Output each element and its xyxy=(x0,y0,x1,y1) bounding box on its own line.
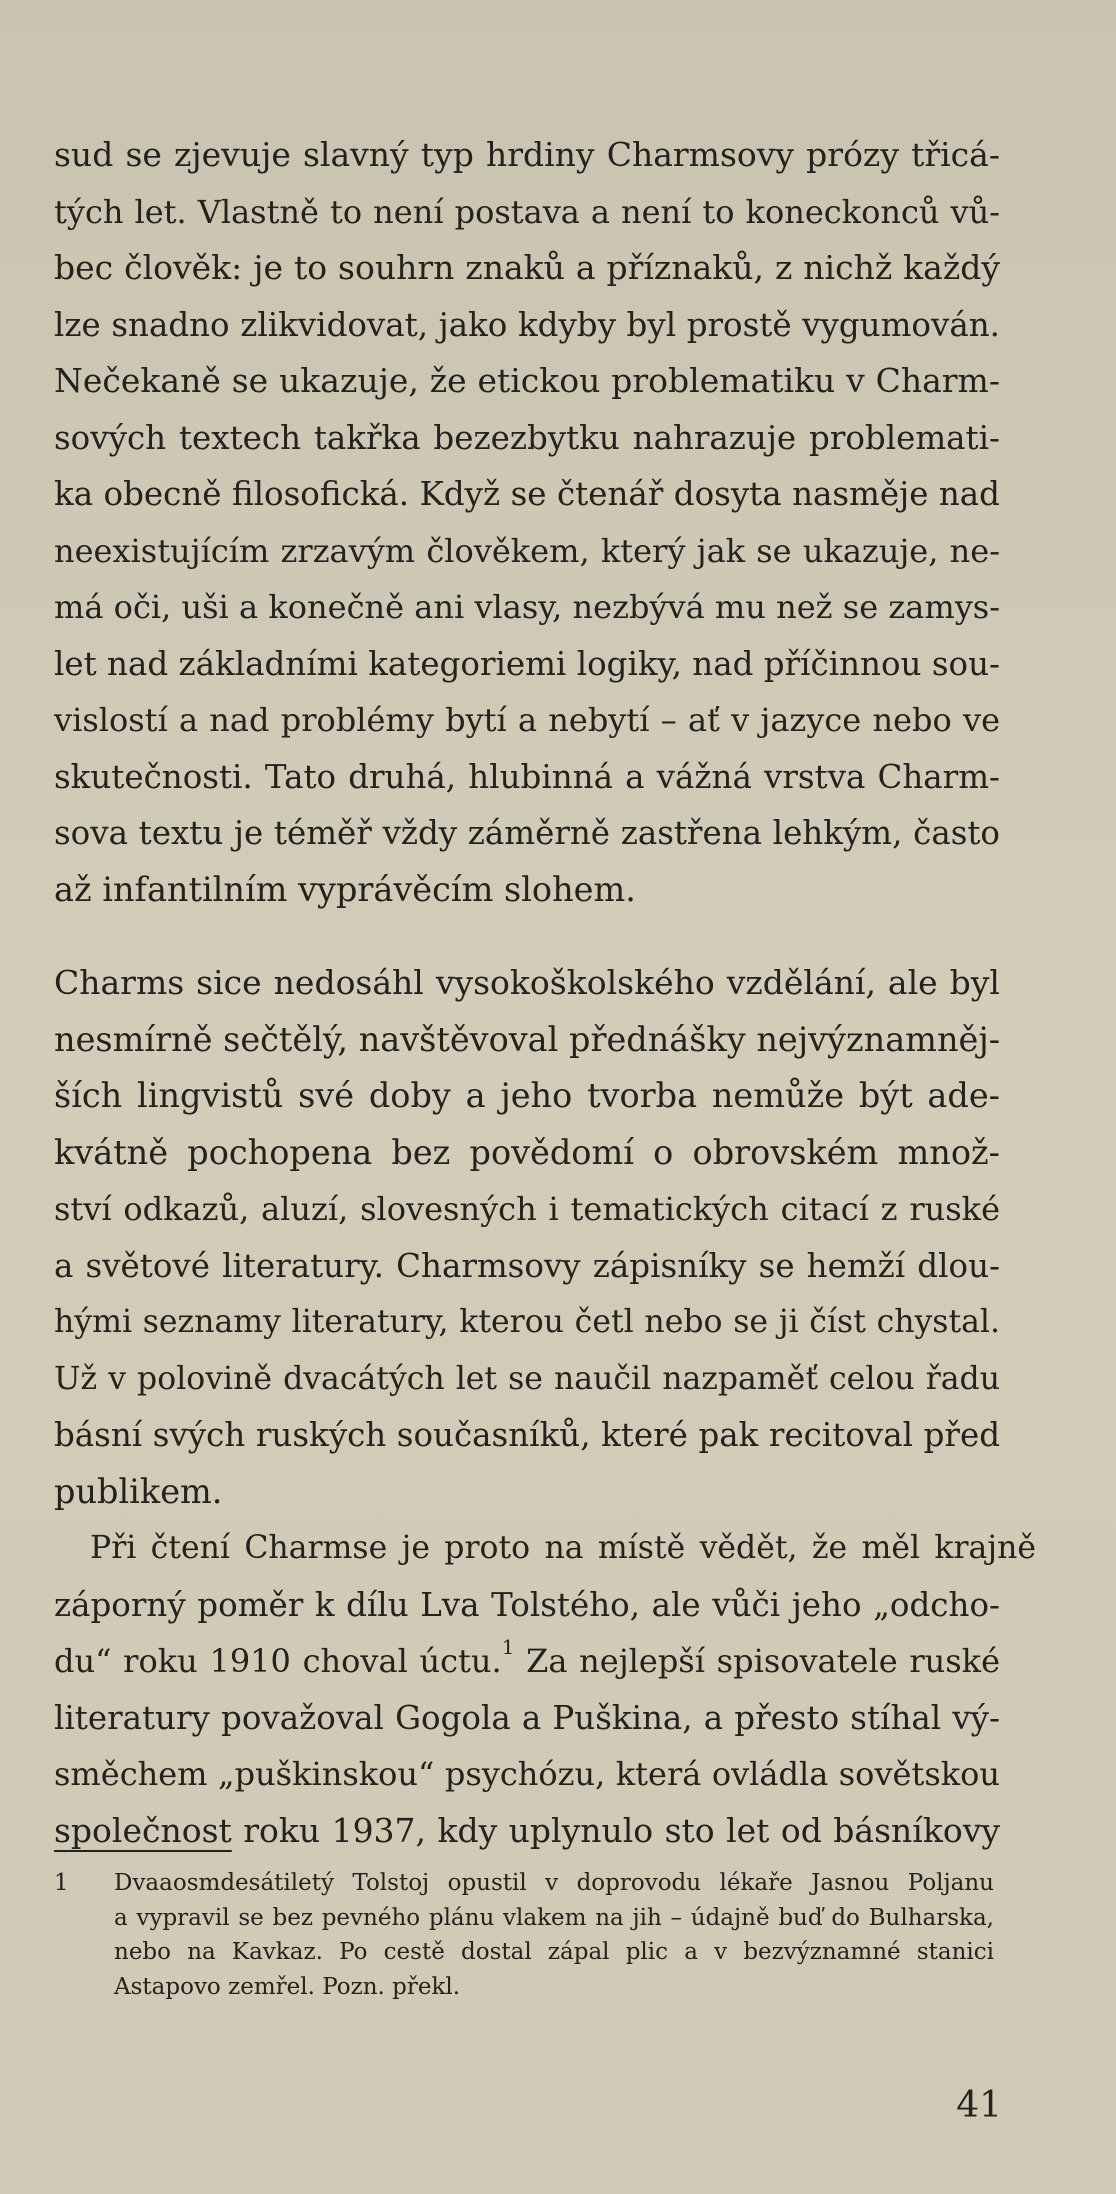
footnote-line: a vypravil se bez pevného plánu vlakem na jih – údajně buď do Bulharska, xyxy=(114,1904,994,1931)
text-line: má oči, uši a konečně ani vlasy, nezbývá mu než se zamys- xyxy=(54,588,1000,626)
text-line: lze snadno zlikvidovat, jako kdyby byl prostě vygumován. xyxy=(54,305,1000,344)
text-line: Nečekaně se ukazuje, že etickou problematiku v Charm- xyxy=(54,361,1000,400)
page-number: 41 xyxy=(956,2085,1002,2126)
paragraph-1 xyxy=(54,127,1000,918)
text-line-last xyxy=(54,1803,1000,1860)
text-line: básní svých ruských současníků, které pak recitoval před xyxy=(54,1416,1000,1454)
text-line: ka obecně filosofická. Když se čtenář dosyta nasměje nad xyxy=(54,475,1000,513)
text-line: ství odkazů, aluzí, slovesných i tematických citací z ruské xyxy=(54,1190,1000,1228)
text-line: sud se zjevuje slavný typ hrdiny Charmsovy prózy třicá- xyxy=(54,135,1000,174)
text-segment: du“ roku 1910 choval úctu. xyxy=(54,1642,502,1680)
footnote-line: Dvaaosmdesátiletý Tolstoj opustil v doprovodu lékaře Jasnou Poljanu xyxy=(114,1870,994,1896)
text-line: let nad základními kategoriemi logiky, nad příčinnou sou- xyxy=(54,644,1000,683)
text-line: až infantilním vyprávěcím slohem. xyxy=(54,869,636,909)
text-line: směchem „puškinskou“ psychózu, která ovládla sovětskou xyxy=(54,1755,1000,1793)
text-line: vislostí a nad problémy bytí a nebytí – ať v jazyce nebo ve xyxy=(54,701,1000,739)
underlined-word: společnost xyxy=(54,1810,232,1850)
text-line: Už v polovině dvacátých let se naučil nazpaměť celou řadu xyxy=(54,1360,1000,1397)
footnote-reference[interactable]: 1 xyxy=(501,1635,515,1659)
text-line: skutečnosti. Tato druhá, hlubinná a vážná vrstva Charm- xyxy=(54,757,1000,796)
text-line: literatury považoval Gogola a Puškina, a přesto stíhal vý- xyxy=(54,1698,1000,1737)
text-line: Při čtení Charmse je proto na místě vědět, že měl krajně xyxy=(90,1530,1036,1566)
text-line-with-footnote xyxy=(54,1633,1000,1690)
text-line: nesmírně sečtělý, navštěvoval přednášky nejvýznamněj- xyxy=(54,1019,1001,1059)
text-line: publikem. xyxy=(54,1471,223,1511)
footnote-line: Astapovo zemřel. Pozn. překl. xyxy=(114,1973,461,2000)
text-line: tých let. Vlastně to není postava a není to koneckonců vů- xyxy=(54,192,1000,231)
text-line: ších lingvistů své doby a jeho tvorba nemůže být ade- xyxy=(54,1076,1000,1115)
text-line: sových textech takřka bezezbytku nahrazuje problemati- xyxy=(54,418,1000,457)
footnote-text xyxy=(114,1866,994,2004)
paragraph-3 xyxy=(54,1520,1036,1859)
footnote-line: nebo na Kavkaz. Po cestě dostal zápal plic a v bezvýznamné stanici xyxy=(114,1939,994,1965)
text-line: Charms sice nedosáhl vysokoškolského vzdělání, ale byl xyxy=(54,963,1000,1002)
text-line: hými seznamy literatury, kterou četl nebo se ji číst chystal. xyxy=(54,1304,1000,1340)
text-line: kvátně pochopena bez povědomí o obrovském množ- xyxy=(54,1132,1000,1172)
text-segment: Za nejlepší spisovatele ruské xyxy=(514,1642,1000,1680)
text-line: sova textu je téměř vždy záměrně zastřena lehkým, často xyxy=(54,814,1000,852)
text-line: záporný poměr k dílu Lva Tolstého, ale vůči jeho „odcho- xyxy=(54,1585,1000,1624)
text-segment: roku 1937, kdy uplynulo sto let od básníkovy xyxy=(231,1810,1000,1850)
footnote-number: 1 xyxy=(54,1870,69,1896)
text-line: neexistujícím zrzavým člověkem, který jak se ukazuje, ne- xyxy=(54,531,1000,570)
text-line: bec člověk: je to souhrn znaků a příznaků, z nichž každý xyxy=(54,248,1000,287)
paragraph-2 xyxy=(54,955,1036,1859)
text-line: a světové literatury. Charmsovy zápisníky se hemží dlou- xyxy=(54,1246,1000,1285)
